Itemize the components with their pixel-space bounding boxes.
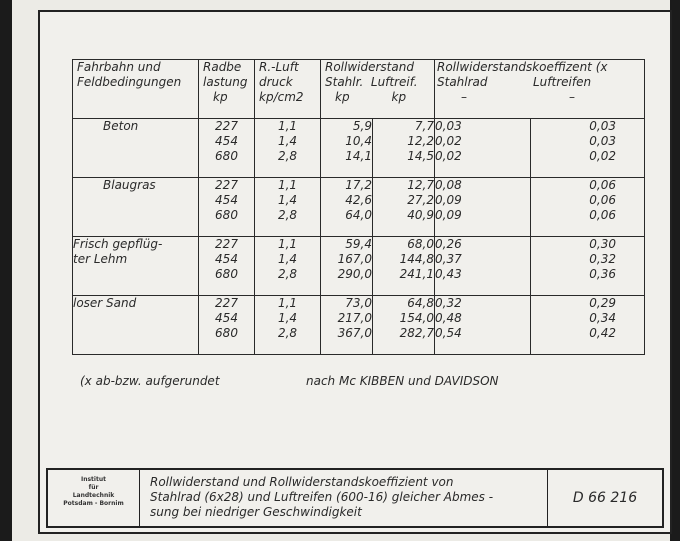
coefficient-steel-cell: 0,26 0,37 0,43 <box>435 237 531 296</box>
condition-cell: Frisch gepflüg- ter Lehm <box>73 237 199 296</box>
table-row <box>73 178 645 237</box>
slide-frame <box>12 0 670 541</box>
resistance-steel-cell: 59,4 167,0 290,0 <box>321 237 373 296</box>
pressure-cell: 1,1 1,4 2,8 <box>255 296 321 355</box>
rounding-footnote: (x ab-bzw. aufgerundet <box>80 374 220 388</box>
pressure-cell: 1,1 1,4 2,8 <box>255 119 321 178</box>
resistance-steel-cell: 17,2 42,6 64,0 <box>321 178 373 237</box>
source-footnote: nach Mc KIBBEN und DAVIDSON <box>306 374 499 388</box>
coefficient-air-cell: 0,30 0,32 0,36 <box>531 237 645 296</box>
load-cell: 227 454 680 <box>199 119 255 178</box>
resistance-air-cell: 64,8 154,0 282,7 <box>373 296 435 355</box>
header-row <box>73 60 645 119</box>
load-cell: 227 454 680 <box>199 237 255 296</box>
resistance-steel-cell: 5,9 10,4 14,1 <box>321 119 373 178</box>
rolling-resistance-table <box>72 59 645 355</box>
pressure-cell: 1,1 1,4 2,8 <box>255 178 321 237</box>
resistance-steel-cell: 73,0 217,0 367,0 <box>321 296 373 355</box>
load-cell: 227 454 680 <box>199 178 255 237</box>
pressure-cell: 1,1 1,4 2,8 <box>255 237 321 296</box>
resistance-air-cell: 12,7 27,2 40,9 <box>373 178 435 237</box>
title-block <box>46 468 664 528</box>
resistance-air-cell: 68,0 144,8 241,1 <box>373 237 435 296</box>
header-load: Radbe lastung kp <box>199 60 255 119</box>
table-row <box>73 237 645 296</box>
coefficient-air-cell: 0,03 0,03 0,02 <box>531 119 645 178</box>
coefficient-air-cell: 0,06 0,06 0,06 <box>531 178 645 237</box>
coefficient-air-cell: 0,29 0,34 0,42 <box>531 296 645 355</box>
figure-caption: Rollwiderstand und Rollwiderstandskoeffizient von Stahlrad (6x28) und Luftreifen (600-16) gleicher Abmes - sung bei niedriger Geschwindigkeit <box>140 470 548 526</box>
coefficient-steel-cell: 0,03 0,02 0,02 <box>435 119 531 178</box>
table-row <box>73 296 645 355</box>
document-sheet <box>38 10 672 534</box>
institute-logo: Institut für Landtechnik Potsdam - Bornim <box>48 470 140 526</box>
document-number: D 66 216 <box>572 490 638 506</box>
header-pressure: R.-Luft druck kp/cm2 <box>255 60 321 119</box>
condition-cell: loser Sand <box>73 296 199 355</box>
coefficient-steel-cell: 0,32 0,48 0,54 <box>435 296 531 355</box>
coefficient-steel-cell: 0,08 0,09 0,09 <box>435 178 531 237</box>
load-cell: 227 454 680 <box>199 296 255 355</box>
header-coeff-air: Luftreifen <box>533 75 592 89</box>
header-resistance: Rollwiderstand Stahlr. Luftreif. kp kp <box>321 60 435 119</box>
resistance-air-cell: 7,7 12,2 14,5 <box>373 119 435 178</box>
header-coefficient: Rollwiderstandskoeffizent (x Stahlrad Luftreifen – – <box>435 60 645 119</box>
table-row <box>73 119 645 178</box>
condition-cell: Blaugras <box>73 178 199 237</box>
header-coeff-steel: Stahlrad <box>437 75 488 89</box>
header-condition: Fahrbahn und Feldbedingungen <box>73 60 199 119</box>
condition-cell: Beton <box>73 119 199 178</box>
